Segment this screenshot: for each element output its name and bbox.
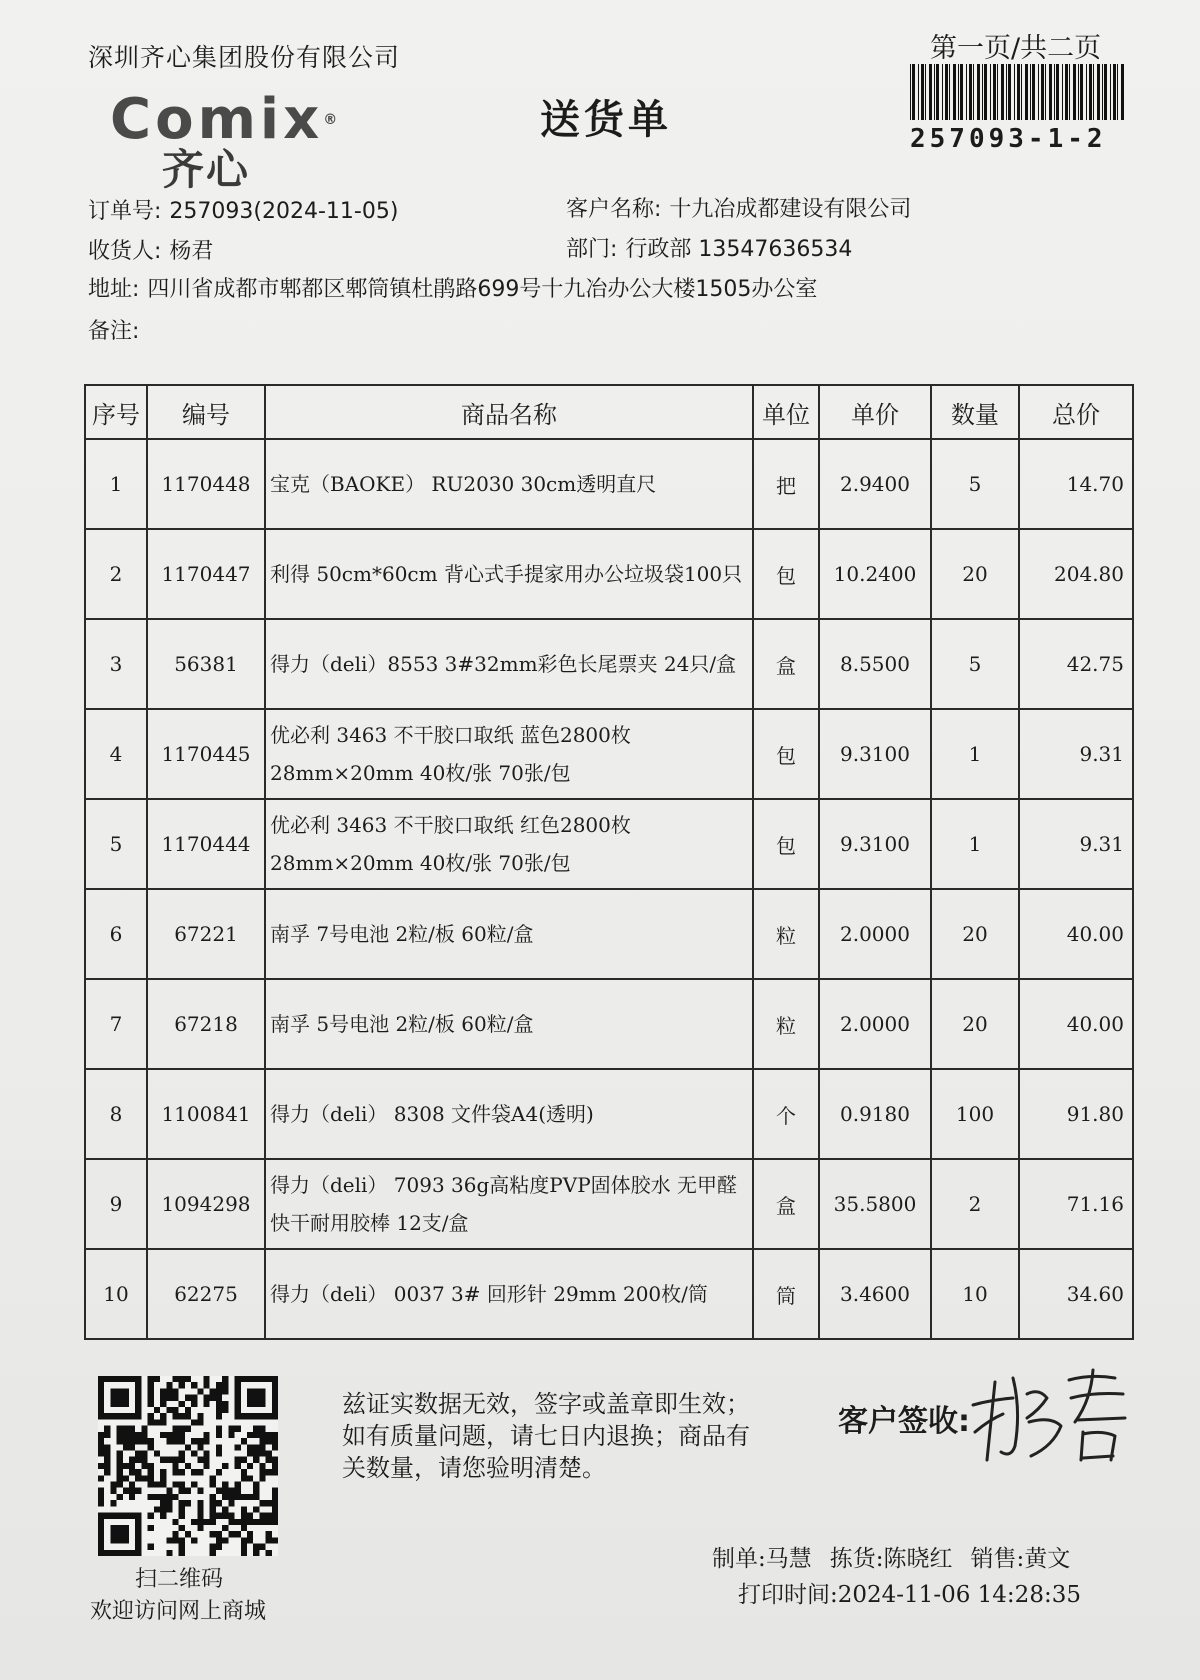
logo-english: Comix® — [110, 87, 342, 152]
cell-seq: 7 — [85, 979, 147, 1069]
cell-unit: 把 — [753, 439, 819, 529]
cell-seq: 8 — [85, 1069, 147, 1159]
order-number: 订单号: 257093(2024-11-05) — [88, 199, 399, 224]
receiver: 收货人: 杨君 — [88, 239, 214, 264]
cell-unit: 粒 — [753, 889, 819, 979]
header-qty: 数量 — [931, 385, 1019, 439]
cell-total: 34.60 — [1019, 1249, 1133, 1339]
cell-qty: 1 — [931, 799, 1019, 889]
header-seq: 序号 — [85, 385, 147, 439]
department: 部门: 行政部 13547636534 — [566, 237, 853, 262]
picker: 拣货:陈晓红 — [829, 1546, 953, 1572]
cell-seq: 4 — [85, 709, 147, 799]
cell-code: 1170445 — [147, 709, 265, 799]
items-table — [84, 384, 1134, 1340]
cell-unit: 粒 — [753, 979, 819, 1069]
cell-total: 40.00 — [1019, 889, 1133, 979]
cell-total: 71.16 — [1019, 1159, 1133, 1249]
address: 地址: 四川省成都市郫都区郫筒镇杜鹃路699号十九冶办公大楼1505办公室 — [88, 277, 818, 302]
customer-name: 客户名称: 十九冶成都建设有限公司 — [566, 197, 912, 222]
table-row — [85, 889, 1133, 979]
table-header-row — [85, 385, 1133, 439]
cell-price: 2.0000 — [819, 889, 931, 979]
cell-name: 得力（deli） 0037 3# 回形针 29mm 200枚/筒 — [265, 1249, 753, 1339]
cell-name: 利得 50cm*60cm 背心式手提家用办公垃圾袋100只 — [265, 529, 753, 619]
cell-total: 9.31 — [1019, 709, 1133, 799]
document-title: 送货单 — [540, 97, 672, 143]
table-row — [85, 979, 1133, 1069]
cell-qty: 5 — [931, 619, 1019, 709]
cell-total: 14.70 — [1019, 439, 1133, 529]
notice-text: 兹证实数据无效，签字或盖章即生效；如有质量问题，请七日内退换；商品有关数量，请您验明清楚。 — [342, 1390, 750, 1482]
cell-code: 56381 — [147, 619, 265, 709]
cell-price: 9.3100 — [819, 799, 931, 889]
cell-price: 35.5800 — [819, 1159, 931, 1249]
cell-price: 10.2400 — [819, 529, 931, 619]
barcode-number: 257093-1-2 — [910, 124, 1107, 154]
table-row — [85, 1249, 1133, 1339]
logo-chinese: 齐心 — [162, 145, 251, 194]
cell-total: 42.75 — [1019, 619, 1133, 709]
cell-price: 3.4600 — [819, 1249, 931, 1339]
qr-caption-scan: 扫二维码 — [135, 1567, 224, 1592]
cell-code: 1100841 — [147, 1069, 265, 1159]
cell-qty: 5 — [931, 439, 1019, 529]
sales: 销售:黄文 — [970, 1546, 1071, 1572]
remark: 备注: — [88, 319, 140, 344]
cell-code: 1094298 — [147, 1159, 265, 1249]
cell-qty: 1 — [931, 709, 1019, 799]
maker: 制单:马慧 — [712, 1546, 812, 1572]
cell-qty: 20 — [931, 529, 1019, 619]
header-code: 编号 — [147, 385, 265, 439]
cell-price: 8.5500 — [819, 619, 931, 709]
table-row — [85, 1069, 1133, 1159]
cell-unit: 包 — [753, 799, 819, 889]
cell-unit: 个 — [753, 1069, 819, 1159]
cell-seq: 5 — [85, 799, 147, 889]
comix-logo — [110, 87, 342, 194]
cell-code: 67221 — [147, 889, 265, 979]
cell-unit: 盒 — [753, 1159, 819, 1249]
cell-seq: 1 — [85, 439, 147, 529]
cell-unit: 包 — [753, 529, 819, 619]
cell-unit: 包 — [753, 709, 819, 799]
cell-qty: 100 — [931, 1069, 1019, 1159]
table-row — [85, 1159, 1133, 1249]
cell-unit: 筒 — [753, 1249, 819, 1339]
header-unit: 单位 — [753, 385, 819, 439]
table-row — [85, 709, 1133, 799]
header-total: 总价 — [1019, 385, 1133, 439]
cell-name: 南孚 7号电池 2粒/板 60粒/盒 — [265, 889, 753, 979]
cell-qty: 2 — [931, 1159, 1019, 1249]
cell-code: 67218 — [147, 979, 265, 1069]
cell-name: 得力（deli）8553 3#32mm彩色长尾票夹 24只/盒 — [265, 619, 753, 709]
cell-total: 40.00 — [1019, 979, 1133, 1069]
cell-qty: 10 — [931, 1249, 1019, 1339]
cell-seq: 2 — [85, 529, 147, 619]
header-name: 商品名称 — [265, 385, 753, 439]
cell-name: 优必利 3463 不干胶口取纸 红色2800枚 28mm×20mm 40枚/张 70张/包 — [265, 799, 753, 889]
barcode-icon — [910, 64, 1125, 120]
cell-total: 91.80 — [1019, 1069, 1133, 1159]
cell-unit: 盒 — [753, 619, 819, 709]
qr-code-icon[interactable] — [98, 1376, 278, 1556]
cell-name: 优必利 3463 不干胶口取纸 蓝色2800枚 28mm×20mm 40枚/张 70张/包 — [265, 709, 753, 799]
cell-name: 得力（deli） 7093 36g高粘度PVP固体胶水 无甲醛快干耐用胶棒 12支/盒 — [265, 1159, 753, 1249]
table-row — [85, 619, 1133, 709]
cell-total: 9.31 — [1019, 799, 1133, 889]
handwritten-signature — [965, 1360, 1135, 1470]
table-row — [85, 799, 1133, 889]
header-price: 单价 — [819, 385, 931, 439]
cell-seq: 9 — [85, 1159, 147, 1249]
cell-price: 2.9400 — [819, 439, 931, 529]
cell-seq: 3 — [85, 619, 147, 709]
table-row — [85, 439, 1133, 529]
cell-code: 62275 — [147, 1249, 265, 1339]
cell-qty: 20 — [931, 889, 1019, 979]
cell-price: 0.9180 — [819, 1069, 931, 1159]
qr-caption-mall: 欢迎访问网上商城 — [90, 1599, 267, 1624]
cell-qty: 20 — [931, 979, 1019, 1069]
cell-seq: 6 — [85, 889, 147, 979]
staff-line — [712, 1540, 1088, 1573]
table-row — [85, 529, 1133, 619]
cell-name: 宝克（BAOKE） RU2030 30cm透明直尺 — [265, 439, 753, 529]
print-time: 打印时间:2024-11-06 14:28:35 — [738, 1582, 1081, 1608]
cell-price: 9.3100 — [819, 709, 931, 799]
cell-name: 南孚 5号电池 2粒/板 60粒/盒 — [265, 979, 753, 1069]
page-info: 第一页/共二页 — [930, 33, 1102, 64]
cell-code: 1170444 — [147, 799, 265, 889]
cell-code: 1170447 — [147, 529, 265, 619]
cell-name: 得力（deli） 8308 文件袋A4(透明) — [265, 1069, 753, 1159]
cell-code: 1170448 — [147, 439, 265, 529]
company-name: 深圳齐心集团股份有限公司 — [88, 43, 401, 72]
cell-seq: 10 — [85, 1249, 147, 1339]
customer-sign-label: 客户签收: — [838, 1404, 970, 1439]
cell-price: 2.0000 — [819, 979, 931, 1069]
cell-total: 204.80 — [1019, 529, 1133, 619]
